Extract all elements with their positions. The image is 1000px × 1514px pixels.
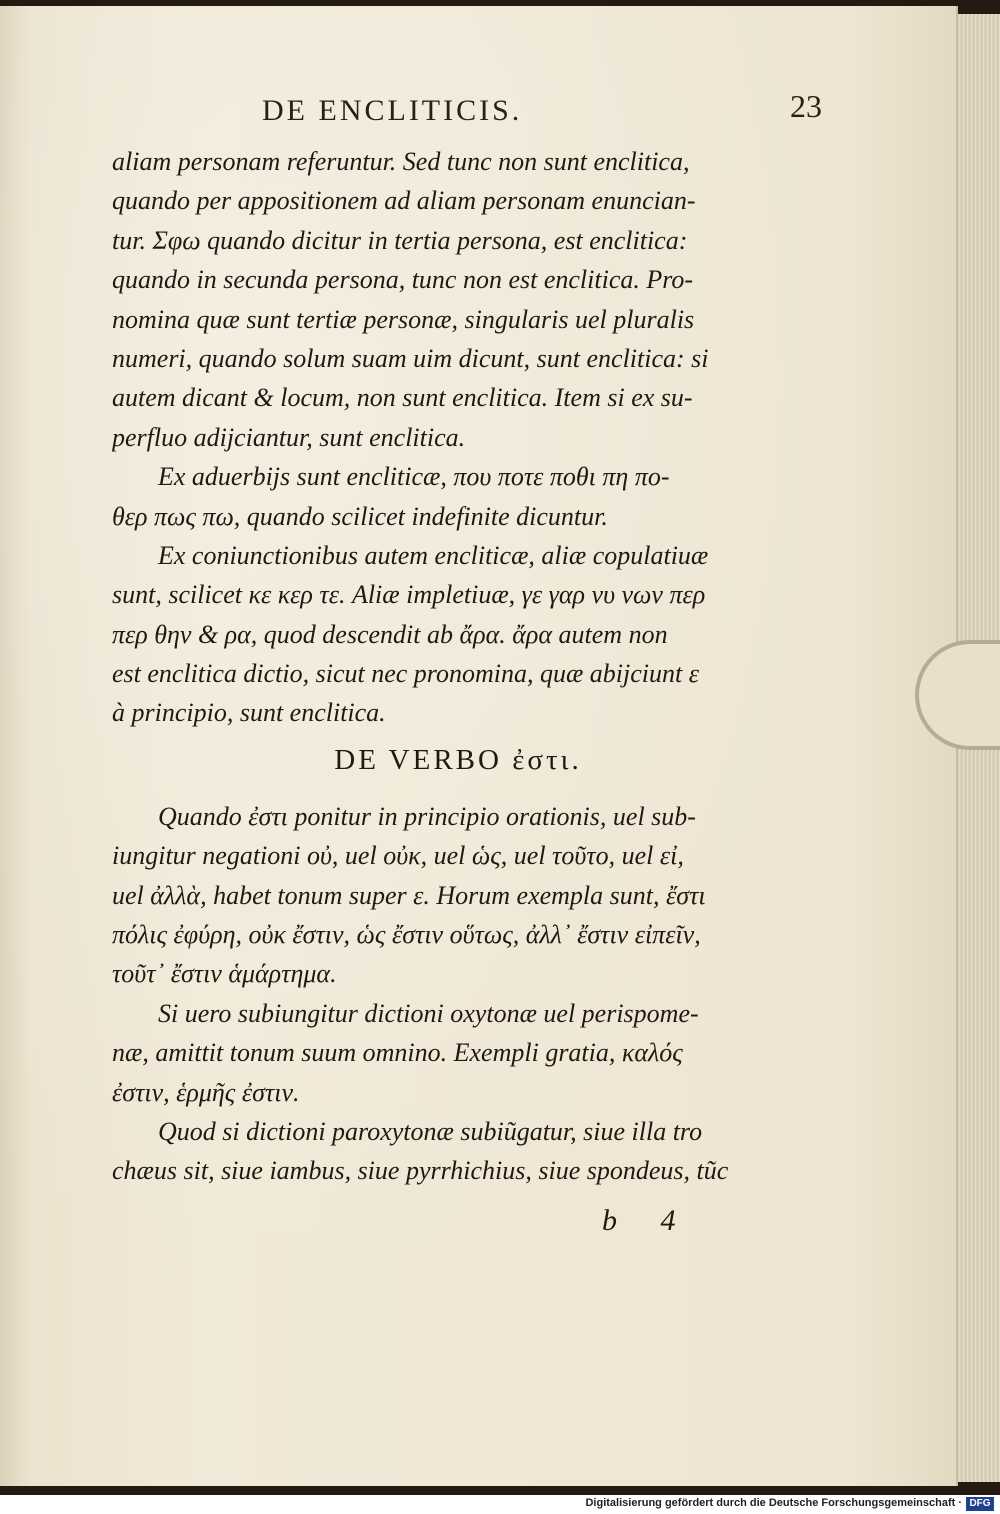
text-line: τοῦτ᾽ ἔστιν ἁμάρτημα. bbox=[112, 959, 337, 989]
dfg-logo-icon: DFG bbox=[966, 1497, 994, 1511]
section-heading: DE VERBO ἐστι. bbox=[334, 743, 582, 776]
page-footer bbox=[112, 1204, 784, 1244]
text-line: chæus sit, siue iambus, siue pyrrhichius, siue spondeus, tũc bbox=[112, 1156, 729, 1186]
page-header bbox=[262, 88, 822, 132]
text-line: quando in secunda persona, tunc non est enclitica. Pro- bbox=[112, 265, 694, 295]
text-line: ἐστιν, ἑρμῆς ἐστιν. bbox=[112, 1077, 300, 1107]
text-line: πόλις ἐφύρη, οὐκ ἔστιν, ὡς ἔστιν οὕτως, ἀλλ᾽ ἔστιν εἰπεῖν, bbox=[112, 920, 701, 950]
text-line: Quod si dictioni paroxytonæ subiũgatur, siue illa tro bbox=[158, 1116, 703, 1146]
text-line: numeri, quando solum suam uim dicunt, sunt enclitica: si bbox=[112, 343, 709, 373]
text-line: Ex coniunctionibus autem encliticæ, aliæ copulatiuæ bbox=[158, 540, 709, 570]
credit-bar bbox=[0, 1495, 1000, 1514]
text-line: est enclitica dictio, sicut nec pronomina, quæ abijciunt ε bbox=[112, 659, 699, 689]
text-line: quando per appositionem ad aliam personam enuncian- bbox=[112, 186, 696, 216]
text-line: næ, amittit tonum suum omnino. Exempli gratia, καλός bbox=[112, 1038, 683, 1068]
text-line: perfluo adijciantur, sunt enclitica. bbox=[112, 422, 466, 452]
text-line: Ex aduerbijs sunt encliticæ, που ποτε ποθι πη πο- bbox=[158, 462, 670, 492]
text-line: aliam personam referuntur. Sed tunc non sunt enclitica, bbox=[112, 147, 690, 176]
text-line: à principio, sunt enclitica. bbox=[112, 698, 386, 728]
text-line: uel ἀλλὰ, habet tonum super ε. Horum exempla sunt, ἔστι bbox=[112, 880, 706, 910]
text-line: sunt, scilicet κε κερ τε. Aliæ impletiuæ, γε γαρ νυ νων περ bbox=[112, 580, 706, 610]
text-line: θερ πως πω, quando scilicet indefinite dicuntur. bbox=[112, 501, 608, 531]
text-line: iungitur negationi οὐ, uel οὐκ, uel ὡς, uel τοῦτο, uel εἰ, bbox=[112, 841, 684, 871]
signature-mark: b 4 bbox=[602, 1204, 694, 1237]
text-line: tur. Σφω quando dicitur in tertia persona, est enclitica: bbox=[112, 225, 688, 255]
text-line: nomina quæ sunt tertiæ personæ, singularis uel pluralis bbox=[112, 304, 695, 334]
running-head: DE ENCLITICIS. bbox=[262, 94, 523, 127]
credit-text: Digitalisierung gefördert durch die Deutsche Forschungsgemeinschaft · bbox=[585, 1497, 962, 1509]
text-line: περ θην & ρα, quod descendit ab ἄρα. ἄρα autem non bbox=[112, 619, 668, 649]
text-line: Si uero subiungitur dictioni oxytonæ uel perispome- bbox=[158, 998, 699, 1028]
page-body bbox=[112, 142, 784, 1191]
page-number: 23 bbox=[790, 88, 822, 124]
text-line: autem dicant & locum, non sunt enclitica. Item si ex su- bbox=[112, 383, 693, 413]
text-line: Quando ἐστι ponitur in principio orationis, uel sub- bbox=[158, 801, 696, 831]
